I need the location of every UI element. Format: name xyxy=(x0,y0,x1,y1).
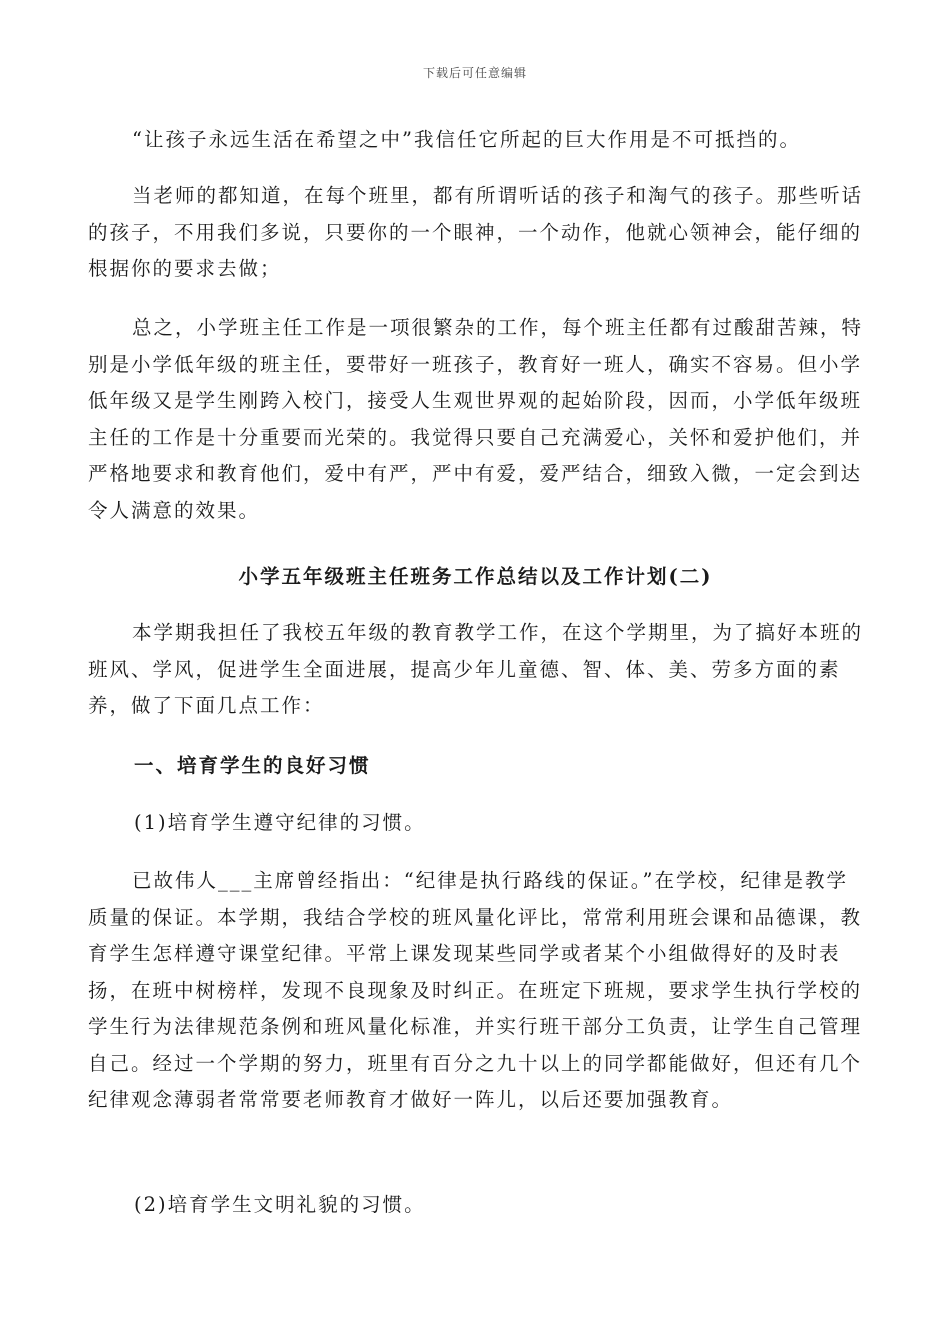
subheading-1: (1)培育学生遵守纪律的习惯。 xyxy=(134,811,426,834)
paragraph-1: “让孩子永远生活在希望之中”我信任它所起的巨大作用是不可抵挡的。 xyxy=(132,128,801,151)
paragraph-2: 当老师的都知道，在每个班里，都有所谓听话的孩子和淘气的孩子。那些听话的孩子，不用我们多说，只要你的一个眼神，一个动作，他就心领神会，能仔细的根据你的要求去做； xyxy=(88,184,864,280)
paragraph-3: 总之，小学班主任工作是一项很繁杂的工作，每个班主任都有过酸甜苦辣，特别是小学低年级的班主任，要带好一班孩子，教育好一班人，确实不容易。但小学低年级又是学生刚跨入校门，接受人生观世界观的起始阶段，因而，小学低年级班主任的工作是十分重要而光荣的。我觉得只要自己充满爱心，关怀和爱护他们，并严格地要求和教育他们，爱中有严，严中有爱，爱严结合，细致入微，一定会到达令人满意的效果。 xyxy=(88,316,864,522)
subheading-2: (2)培育学生文明礼貌的习惯。 xyxy=(134,1193,426,1216)
paragraph-5: 已故伟人___主席曾经指出：“纪律是执行路线的保证。”在学校，纪律是教学质量的保证。本学期，我结合学校的班风量化评比，常常利用班会课和品德课，教育学生怎样遵守课堂纪律。平常上课发现某些同学或者某个小组做得好的及时表扬，在班中树榜样，发现不良现象及时纠正。在班定下班规，要求学生执行学校的学生行为法律规范条例和班风量化标准，并实行班干部分工负责，让学生自己管理自己。经过一个学期的努力，班里有百分之九十以上的同学都能做好，但还有几个纪律观念薄弱者常常要老师教育才做好一阵儿，以后还要加强教育。 xyxy=(88,869,863,1111)
page-header: 下载后可任意编辑 xyxy=(422,66,527,80)
heading-1: 一、培育学生的良好习惯 xyxy=(134,754,371,777)
paragraph-4: 本学期我担任了我校五年级的教育教学工作，在这个学期里，为了搞好本班的班风、学风，促进学生全面进展，提高少年儿童德、智、体、美、劳多方面的素养，做了下面几点工作： xyxy=(88,621,864,717)
section-title: 小学五年级班主任班务工作总结以及工作计划(二) xyxy=(238,565,713,588)
